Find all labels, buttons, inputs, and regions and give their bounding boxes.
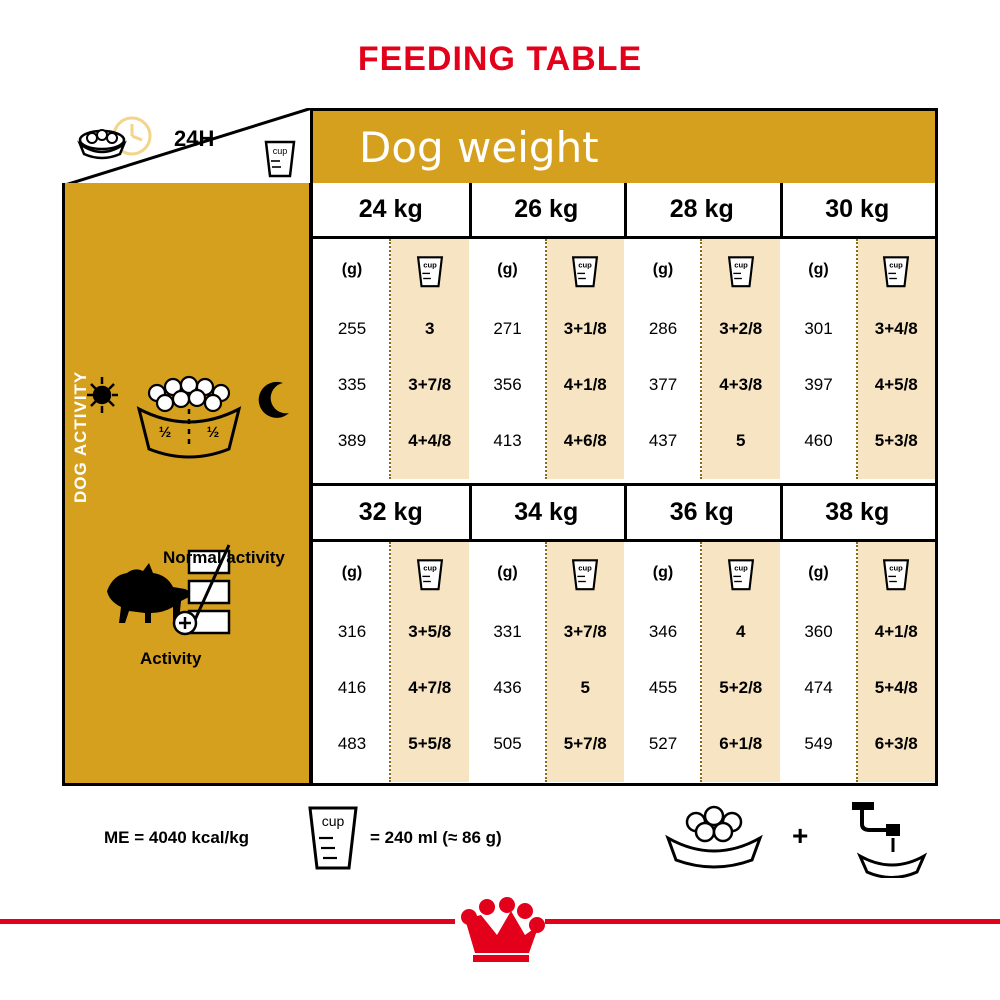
cell-grams: 460 — [804, 431, 833, 450]
svg-text:cup: cup — [422, 260, 437, 270]
cup-icon — [724, 250, 758, 290]
cell-cups: 5+5/8 — [408, 734, 452, 753]
cup-subcolumn — [858, 542, 936, 782]
weight-header: 24 kg — [313, 183, 469, 239]
cell-cups: 4+7/8 — [408, 678, 452, 697]
cell-grams: 455 — [648, 678, 678, 697]
cell-cups: 3+5/8 — [408, 622, 452, 641]
cell-grams: 436 — [493, 678, 522, 697]
cell-grams: 255 — [337, 319, 367, 338]
cell-cups: 3+2/8 — [719, 319, 763, 338]
dog-weight-label: Dog weight — [359, 122, 599, 172]
svg-text:½: ½ — [158, 424, 172, 441]
cup-icon — [302, 798, 364, 876]
cup-icon — [260, 134, 300, 180]
unit-grams: (g) — [808, 564, 829, 581]
weight-header: 28 kg — [624, 183, 780, 239]
feeding-table — [62, 108, 938, 786]
unit-cup-icon — [391, 542, 469, 604]
cell-grams: 377 — [648, 375, 678, 394]
cell-cups: 5+7/8 — [563, 734, 607, 753]
grams-subcolumn — [780, 239, 858, 479]
grams-subcolumn — [313, 542, 391, 782]
cell-cups: 3 — [425, 319, 435, 338]
plus-symbol: + — [792, 820, 809, 851]
cell-grams: 549 — [804, 734, 833, 753]
water-tap-icon — [832, 798, 942, 878]
unit-grams: (g) — [497, 261, 518, 278]
cup-icon — [879, 250, 913, 290]
dog-activity-label: DOG ACTIVITY — [71, 370, 90, 503]
cup-subcolumn — [702, 239, 780, 479]
cell-cups: 4+5/8 — [874, 375, 918, 394]
cup-subcolumn — [547, 542, 625, 782]
cup-subcolumn — [858, 239, 936, 479]
cell-cups: 3+1/8 — [563, 319, 607, 338]
dog-weight-header — [310, 108, 938, 186]
cell-grams: 331 — [493, 622, 522, 641]
cell-cups: 5+2/8 — [719, 678, 763, 697]
cell-cups: 4+3/8 — [719, 375, 763, 394]
unit-cup-icon — [547, 239, 625, 301]
cell-cups: 4+4/8 — [408, 431, 452, 450]
cell-cups: 5 — [580, 678, 590, 697]
cell-grams: 416 — [337, 678, 367, 697]
cell-cups: 4+6/8 — [563, 431, 607, 450]
sun-icon — [87, 377, 118, 413]
grams-subcolumn — [469, 542, 547, 782]
unit-grams: (g) — [497, 564, 518, 581]
hours-label: 24H — [174, 126, 215, 151]
cell-cups: 4+1/8 — [563, 375, 607, 394]
svg-text:½: ½ — [206, 424, 220, 441]
cup-icon — [413, 553, 447, 593]
cell-cups: 3+7/8 — [408, 375, 452, 394]
grams-subcolumn — [469, 239, 547, 479]
unit-grams: (g) — [341, 261, 363, 278]
cell-grams: 413 — [493, 431, 522, 450]
weight-column — [780, 183, 936, 479]
table-footer — [62, 790, 938, 886]
unit-grams: (g) — [652, 261, 674, 278]
cell-grams: 437 — [648, 431, 678, 450]
cell-cups: 4+1/8 — [874, 622, 918, 641]
weight-column — [624, 183, 780, 479]
svg-text:cup: cup — [578, 260, 593, 270]
grams-subcolumn — [624, 542, 702, 782]
brand-band — [0, 905, 1000, 1000]
cup-subcolumn — [391, 239, 469, 479]
cell-grams: 346 — [648, 622, 678, 641]
cell-cups: 3+4/8 — [874, 319, 918, 338]
cell-grams: 335 — [337, 375, 367, 394]
cup-icon — [724, 553, 758, 593]
royal-canin-crown-logo — [455, 891, 545, 971]
cell-grams: 397 — [804, 375, 833, 394]
svg-text:cup: cup — [272, 146, 288, 156]
cup-subcolumn — [391, 542, 469, 782]
unit-cup-icon — [547, 542, 625, 604]
dog-activity-panel — [62, 183, 312, 786]
cell-cups: 6+3/8 — [874, 734, 918, 753]
cup-icon — [413, 250, 447, 290]
cell-grams: 301 — [804, 319, 833, 338]
cup-subcolumn — [702, 542, 780, 782]
cup-icon — [568, 553, 602, 593]
cell-grams: 483 — [337, 734, 367, 753]
svg-text:cup: cup — [733, 563, 748, 573]
bowl-clock-icon — [72, 116, 172, 168]
weight-header: 32 kg — [313, 486, 469, 542]
weight-block-1 — [313, 183, 935, 482]
cell-cups: 4 — [736, 622, 746, 641]
unit-grams: (g) — [341, 564, 363, 581]
cup-icon — [879, 553, 913, 593]
cell-cups: 3+7/8 — [563, 622, 607, 641]
moon-icon — [259, 382, 289, 418]
cell-cups: 5+3/8 — [874, 431, 918, 450]
unit-cup-icon — [391, 239, 469, 301]
cell-grams: 389 — [337, 431, 367, 450]
svg-text:cup: cup — [733, 260, 748, 270]
weight-block-2 — [313, 483, 935, 785]
svg-text:cup: cup — [321, 813, 345, 829]
cell-cups: 5 — [736, 431, 746, 450]
food-bowl-icon — [652, 800, 782, 872]
unit-grams: (g) — [808, 261, 829, 278]
cell-grams: 316 — [337, 622, 367, 641]
svg-text:cup: cup — [889, 260, 904, 270]
cell-grams: 505 — [493, 734, 522, 753]
cell-cups: 5+4/8 — [874, 678, 918, 697]
cell-grams: 286 — [648, 319, 678, 338]
table-corner — [62, 108, 312, 186]
me-value: ME = 4040 kcal/kg — [104, 828, 250, 847]
feeding-bowl-graphic — [87, 365, 297, 475]
unit-cup-icon — [702, 542, 780, 604]
svg-text:cup: cup — [422, 563, 437, 573]
cell-grams: 271 — [493, 319, 522, 338]
weight-header: 36 kg — [624, 486, 780, 542]
unit-cup-icon — [858, 239, 936, 301]
grams-subcolumn — [780, 542, 858, 782]
grams-subcolumn — [313, 239, 391, 479]
svg-text:cup: cup — [889, 563, 904, 573]
weight-header: 38 kg — [780, 486, 936, 542]
page-title: FEEDING TABLE — [357, 40, 643, 78]
weight-column — [469, 183, 625, 479]
cup-icon — [568, 250, 602, 290]
unit-cup-icon — [702, 239, 780, 301]
weight-column — [624, 486, 780, 782]
cell-grams: 356 — [493, 375, 522, 394]
weight-column — [469, 486, 625, 782]
weight-column — [780, 486, 936, 782]
weight-header: 30 kg — [780, 183, 936, 239]
cell-grams: 360 — [804, 622, 833, 641]
weight-grid — [310, 183, 938, 786]
activity-plus-label: Activity — [140, 649, 202, 668]
weight-header: 26 kg — [469, 183, 625, 239]
weight-column — [313, 486, 469, 782]
svg-text:cup: cup — [578, 563, 593, 573]
cup-equivalence: = 240 ml (≈ 86 g) — [370, 828, 502, 847]
cell-grams: 527 — [648, 734, 678, 753]
grams-subcolumn — [624, 239, 702, 479]
unit-cup-icon — [858, 542, 936, 604]
cup-subcolumn — [547, 239, 625, 479]
normal-activity-label: Normal activity — [163, 548, 285, 567]
weight-column — [313, 183, 469, 479]
cell-cups: 6+1/8 — [719, 734, 763, 753]
cell-grams: 474 — [804, 678, 833, 697]
weight-header: 34 kg — [469, 486, 625, 542]
unit-grams: (g) — [652, 564, 674, 581]
